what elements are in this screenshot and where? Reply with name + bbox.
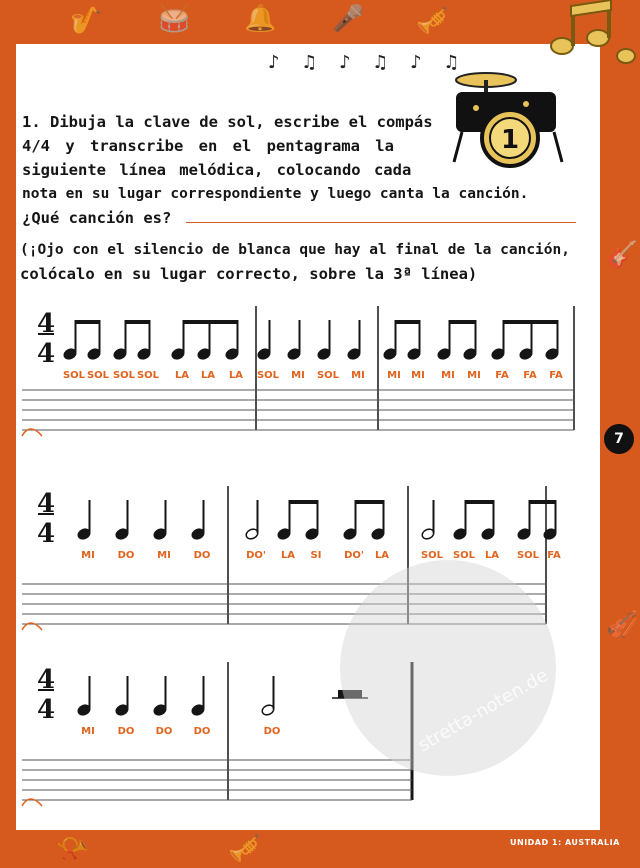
- note-label: SOL: [316, 370, 340, 381]
- note-label: FA: [547, 550, 561, 561]
- note-label: DO: [155, 726, 173, 737]
- note-label: DO: [193, 550, 211, 561]
- note-label: LA: [484, 550, 500, 561]
- note-beam: [529, 500, 557, 504]
- time-sig-top: 4: [36, 489, 56, 519]
- note-label: MI: [387, 370, 401, 381]
- note-beam: [355, 500, 385, 504]
- time-sig-top: 4: [36, 665, 56, 695]
- note-line-1: (¡Ojo con el silencio de blanca que hay al final de la canción,: [20, 242, 570, 258]
- note-label: DO: [263, 726, 281, 737]
- time-sig-bottom: 4: [36, 695, 56, 725]
- note-label: LA: [374, 550, 390, 561]
- note-label: SI: [310, 550, 322, 561]
- instruction-line-4: nota en su lugar correspondiente y luego canta la canción.: [22, 186, 529, 202]
- note-beam: [449, 320, 477, 324]
- question-label: ¿Qué canción es?: [22, 209, 172, 227]
- instruction-line-3: siguiente línea melódica, colocando cada: [22, 161, 412, 179]
- instruction-line-2: 4/4 y transcribe en el pentagrama la: [22, 137, 394, 155]
- mic-icon: 🎤: [332, 4, 365, 34]
- note-beam: [289, 500, 319, 504]
- music-notes-icon: ♪ ♫ ♪ ♫ ♪ ♫: [268, 52, 468, 73]
- note-label: DO: [193, 726, 211, 737]
- note-label: SOL: [86, 370, 110, 381]
- trumpet-icon: 🎺: [416, 6, 449, 36]
- instruction-line-1: 1. Dibuja la clave de sol, escribe el compás: [22, 113, 433, 131]
- note-label: DO': [344, 550, 364, 561]
- note-label: SOL: [516, 550, 540, 561]
- violin-icon: 🎻: [606, 610, 639, 640]
- time-sig-top: 4: [36, 309, 56, 339]
- note-beam: [75, 320, 101, 324]
- note-label: MI: [411, 370, 425, 381]
- note-label: DO': [246, 550, 266, 561]
- horn-icon: 📯: [56, 834, 89, 864]
- note-label: LA: [174, 370, 190, 381]
- note-label: SOL: [136, 370, 160, 381]
- page-number: 7: [604, 424, 634, 454]
- note-label: MI: [441, 370, 455, 381]
- note-label: MI: [81, 726, 95, 737]
- note-label: MI: [81, 550, 95, 561]
- note-label: SOL: [452, 550, 476, 561]
- note-beam: [503, 320, 559, 324]
- note-beam: [183, 320, 239, 324]
- note-label: DO: [117, 550, 135, 561]
- note-label: SOL: [420, 550, 444, 561]
- badge-number: 1: [500, 125, 520, 155]
- note-beam: [395, 320, 421, 324]
- watermark-circle: [340, 560, 556, 776]
- note-label: MI: [157, 550, 171, 561]
- note-label: MI: [467, 370, 481, 381]
- note-line-2: colócalo en su lugar correcto, sobre la 3ª línea): [20, 265, 478, 283]
- guitar-icon: 🎸: [606, 240, 639, 270]
- note-label: FA: [523, 370, 537, 381]
- note-label: LA: [200, 370, 216, 381]
- note-label: LA: [280, 550, 296, 561]
- note-label: FA: [495, 370, 509, 381]
- drum-icon: 🥁: [158, 4, 191, 34]
- note-label: LA: [228, 370, 244, 381]
- note-label: MI: [351, 370, 365, 381]
- note-label: DO: [117, 726, 135, 737]
- time-sig-bottom: 4: [36, 339, 56, 369]
- note-beam: [125, 320, 151, 324]
- bell-icon: 🔔: [244, 4, 277, 34]
- watermark-text: stretta-noten.de: [414, 664, 552, 757]
- note-label: FA: [549, 370, 563, 381]
- time-sig-bottom: 4: [36, 519, 56, 549]
- note-label: MI: [291, 370, 305, 381]
- trumpet-bottom-icon: 🎺: [228, 834, 261, 864]
- saxophone-icon: 🎷: [70, 6, 103, 36]
- footer-unit: UNIDAD 1: AUSTRALIA: [510, 838, 620, 847]
- note-beam: [465, 500, 495, 504]
- note-label: SOL: [62, 370, 86, 381]
- note-label: SOL: [112, 370, 136, 381]
- note-label: SOL: [256, 370, 280, 381]
